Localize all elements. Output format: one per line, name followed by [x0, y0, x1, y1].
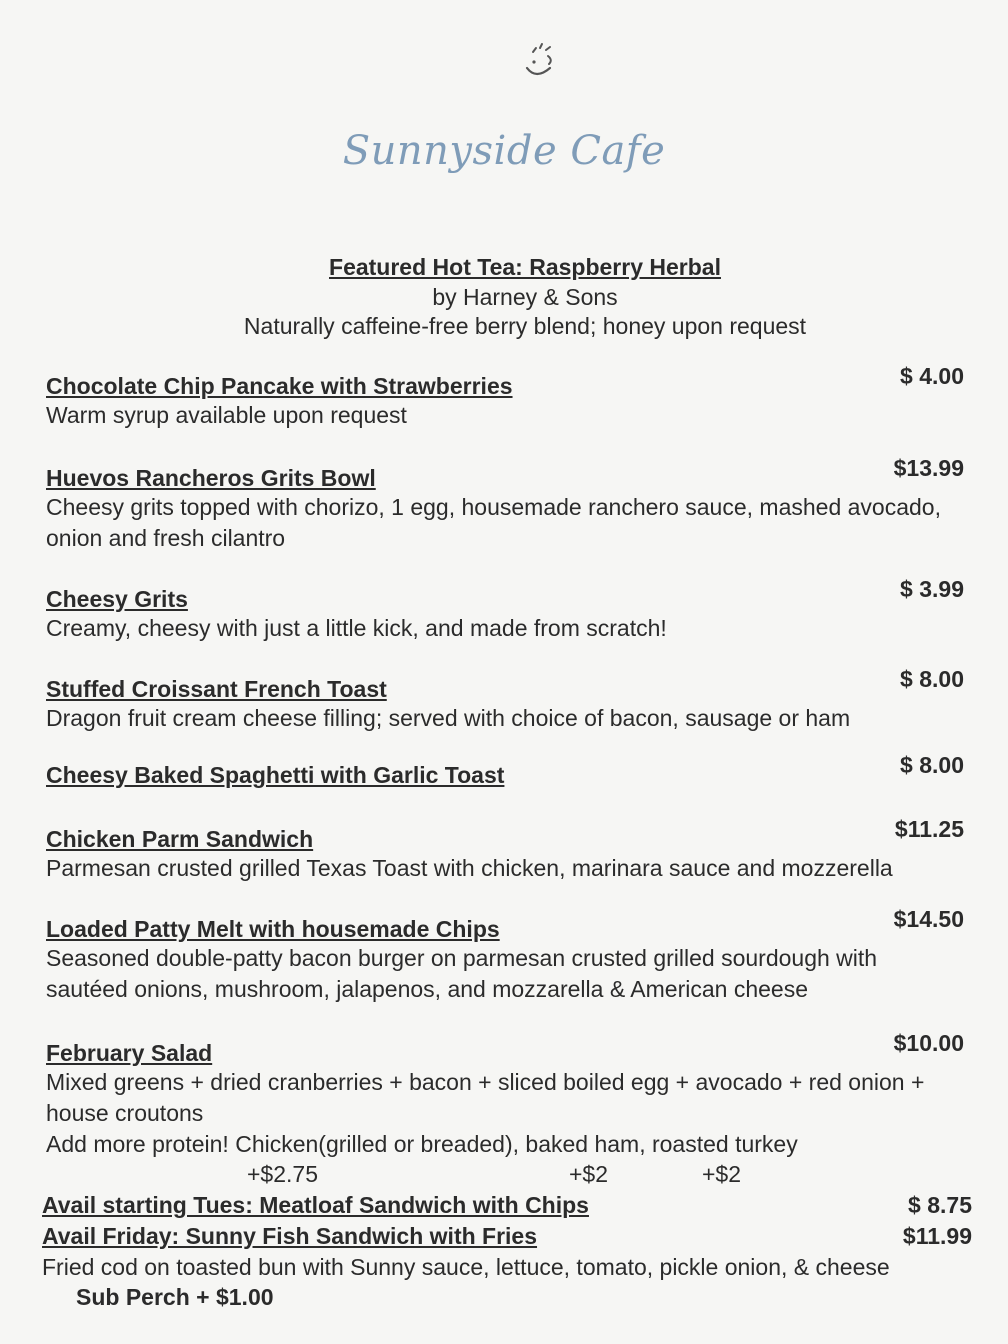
featured-tea-description: Naturally caffeine-free berry blend; honey upon request: [243, 313, 807, 339]
menu-item-name: Cheesy Baked Spaghetti with Garlic Toast: [46, 762, 505, 788]
protein-addon-price: +$2.75: [247, 1161, 318, 1187]
menu-item: [46, 752, 996, 789]
sun-smile-icon: [520, 42, 556, 82]
menu-item: [46, 906, 996, 1005]
menu-item-description: Parmesan crusted grilled Texas Toast with chicken, marinara sauce and mozzerella: [46, 855, 893, 881]
protein-addon-price: +$2: [702, 1161, 742, 1187]
special-item-name: Avail starting Tues: Meatloaf Sandwich with Chips: [42, 1192, 589, 1218]
menu-item-name: Chocolate Chip Pancake with Strawberries: [46, 373, 513, 399]
special-item: [42, 1223, 992, 1250]
menu-item: [46, 576, 996, 644]
special-item-price: $11.99: [902, 1223, 972, 1249]
menu-item-price: $13.99: [893, 455, 964, 481]
menu-item-description: Dragon fruit cream cheese filling; served with choice of bacon, sausage or ham: [46, 705, 851, 731]
menu-item: [46, 1030, 996, 1160]
menu-item-price: $11.25: [894, 816, 964, 842]
menu-item-name: Loaded Patty Melt with housemade Chips: [46, 916, 500, 942]
menu-item-description: Warm syrup available upon request: [46, 402, 407, 428]
menu-item-price: $14.50: [893, 906, 964, 932]
fish-sandwich-description: Fried cod on toasted bun with Sunny sauce, lettuce, tomato, pickle onion, & cheese: [42, 1254, 890, 1280]
menu-item-name: Chicken Parm Sandwich: [46, 826, 314, 852]
menu-item-description: Cheesy grits topped with chorizo, 1 egg, housemade ranchero sauce, mashed avocado,: [46, 494, 941, 520]
menu-item: [46, 363, 996, 431]
menu-item-description: Creamy, cheesy with just a little kick, and made from scratch!: [46, 615, 667, 641]
sub-perch-option: Sub Perch + $1.00: [76, 1284, 274, 1310]
menu-item: [46, 816, 996, 884]
menu-item-name: Huevos Rancheros Grits Bowl: [46, 465, 376, 491]
featured-tea-title: Featured Hot Tea: Raspberry Herbal: [329, 254, 721, 280]
menu-item-description: Seasoned double-patty bacon burger on parmesan crusted grilled sourdough with: [46, 945, 878, 971]
cafe-name: Sunnyside Cafe: [342, 128, 666, 174]
menu-item-description: sautéed onions, mushroom, jalapenos, and mozzarella & American cheese: [46, 976, 808, 1002]
menu-item: [46, 455, 996, 554]
menu-item-price: $10.00: [893, 1030, 964, 1056]
menu-item-price: $ 3.99: [900, 576, 964, 602]
menu-item: [46, 666, 996, 734]
menu-item-price: $ 4.00: [900, 363, 964, 389]
protein-addon-price: +$2: [569, 1161, 609, 1187]
special-item-name: Avail Friday: Sunny Fish Sandwich with Fries: [42, 1223, 538, 1249]
menu-item-description: Mixed greens + dried cranberries + bacon + sliced boiled egg + avocado + red onion +: [46, 1069, 925, 1095]
menu-item-description: house croutons: [46, 1100, 204, 1126]
menu-item-name: February Salad: [46, 1040, 213, 1066]
menu-item-price: $ 8.00: [900, 752, 964, 778]
menu-item-description: onion and fresh cilantro: [46, 525, 286, 551]
menu-item-description: Add more protein! Chicken(grilled or breaded), baked ham, roasted turkey: [46, 1131, 798, 1157]
special-item: [42, 1192, 992, 1219]
menu-item-price: $ 8.00: [900, 666, 964, 692]
menu-item-name: Cheesy Grits: [46, 586, 188, 612]
menu-item-name: Stuffed Croissant French Toast: [46, 676, 387, 702]
special-item-price: $ 8.75: [908, 1192, 972, 1218]
featured-tea-brand: by Harney & Sons: [432, 284, 618, 310]
